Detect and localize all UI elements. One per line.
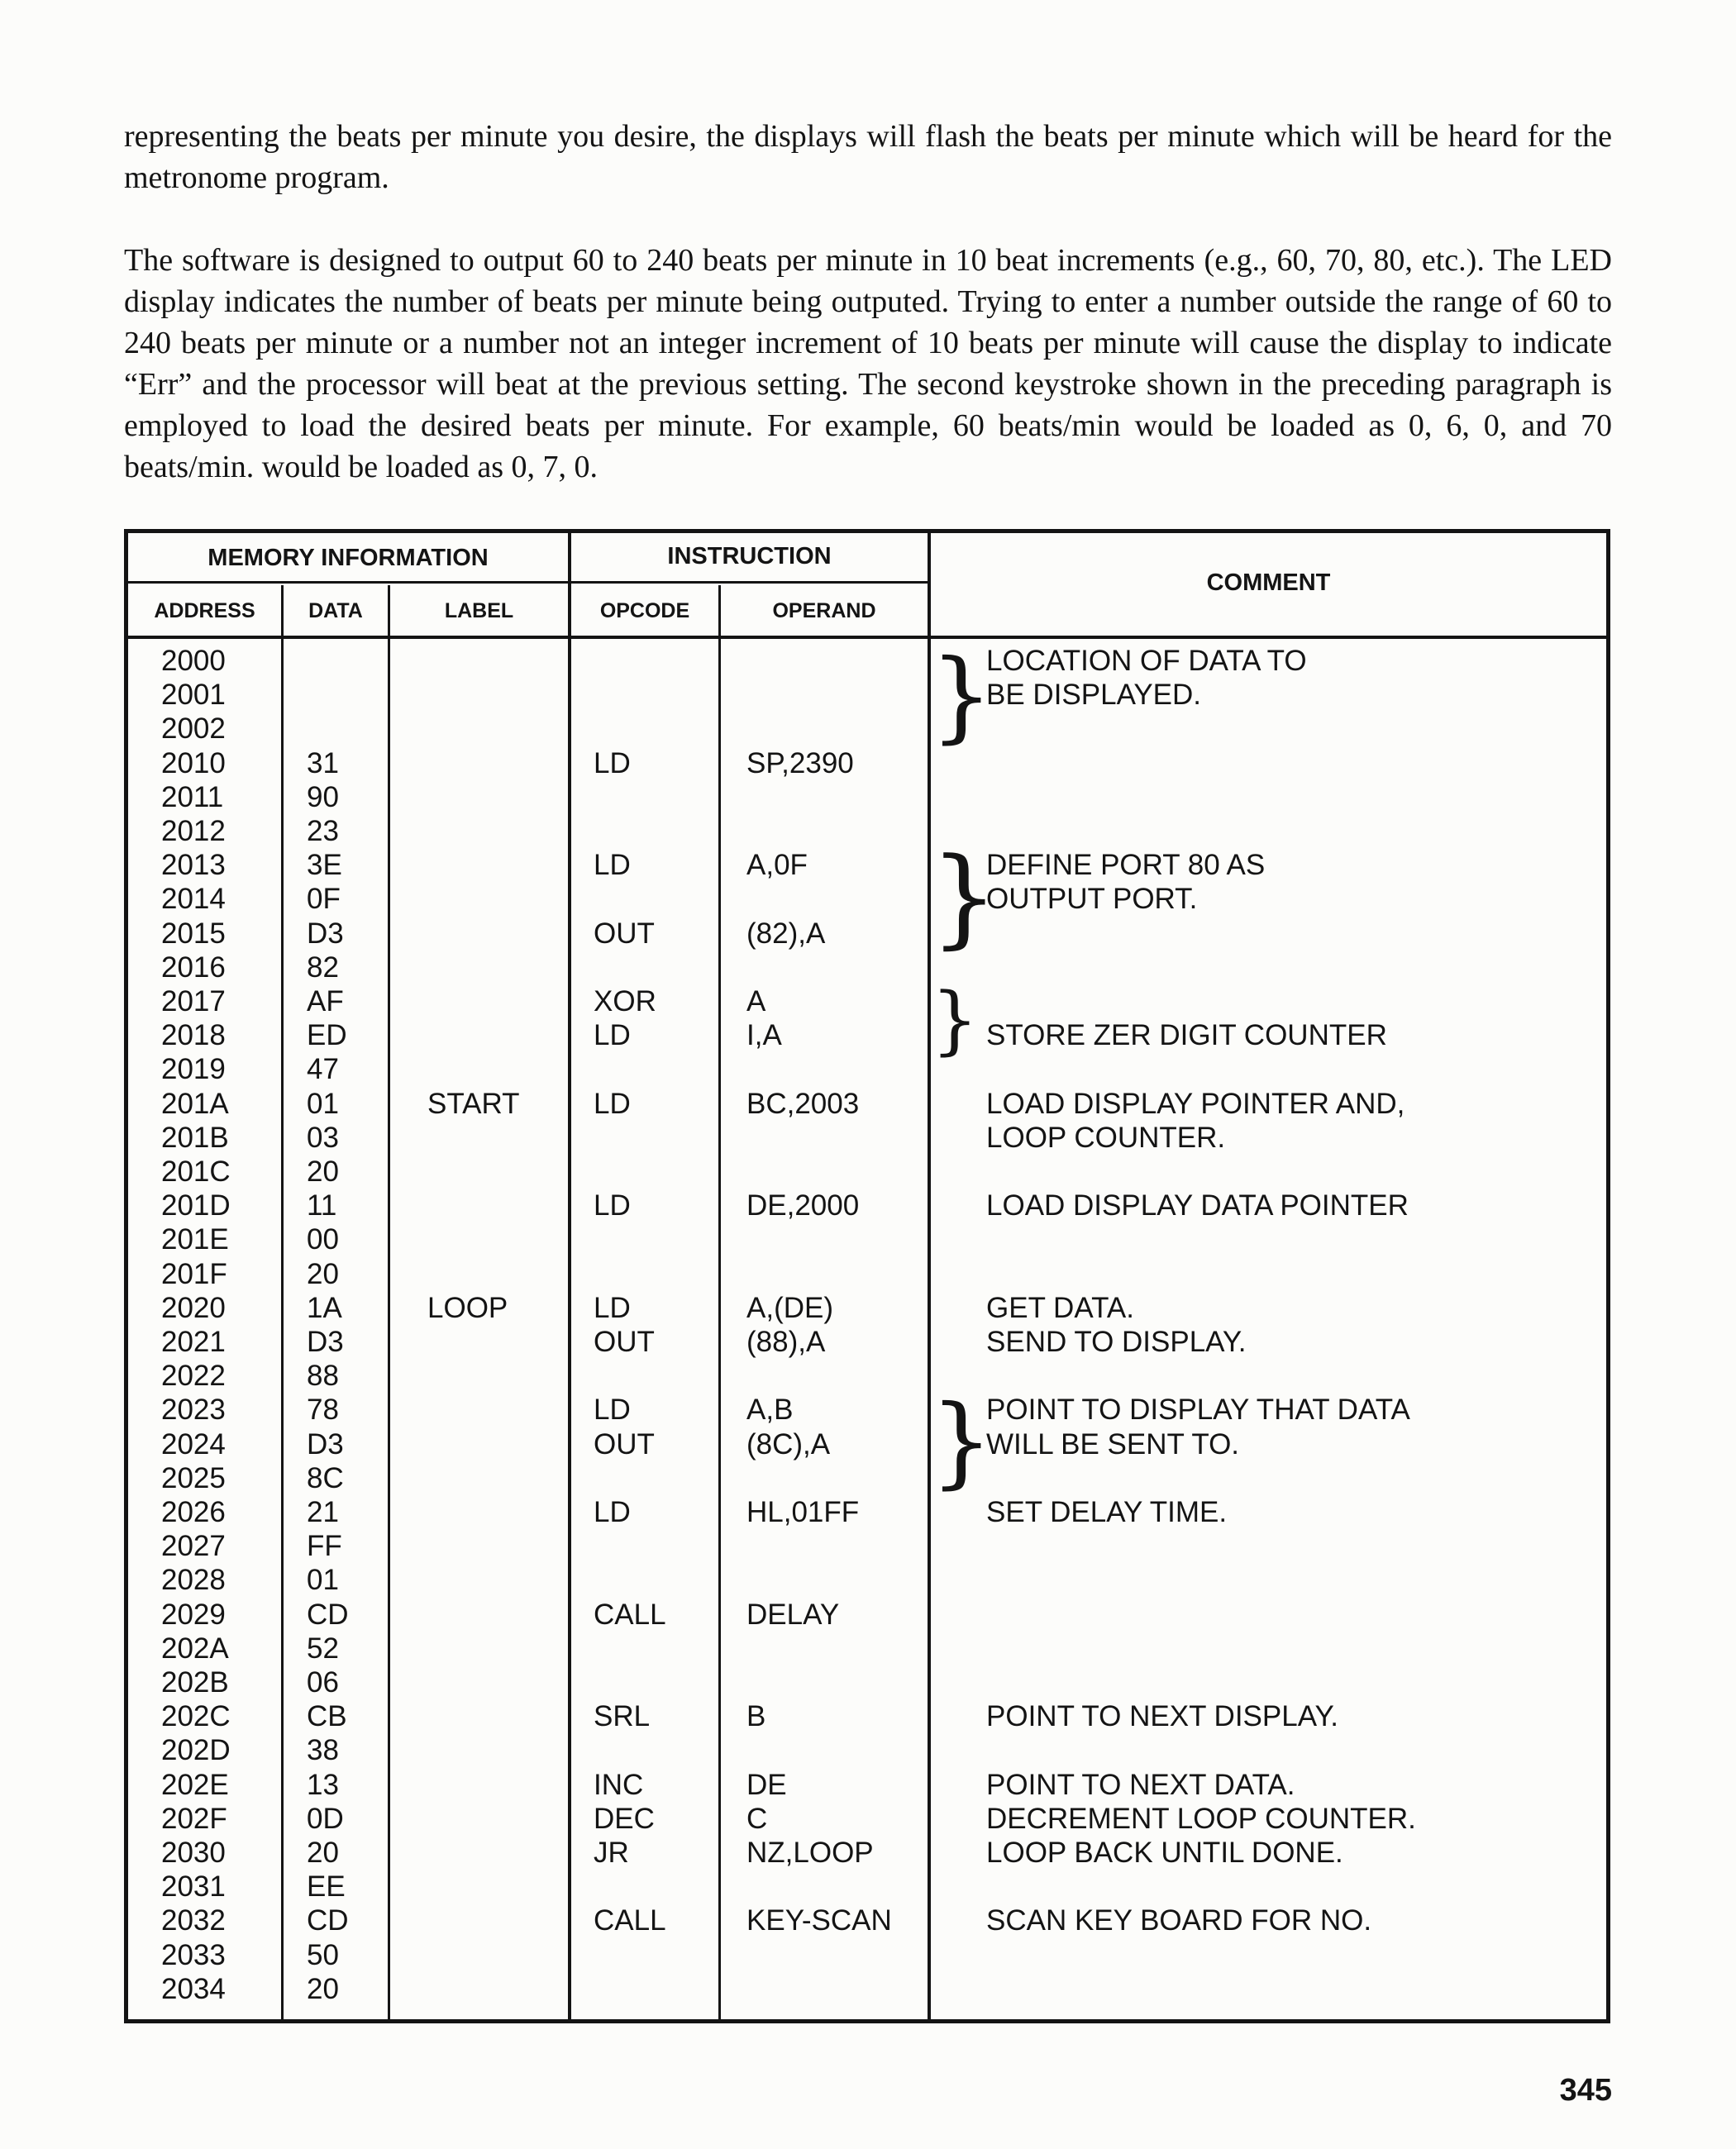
operand-cell: NZ,LOOP	[746, 1837, 874, 1869]
address-cell: 2018	[161, 1019, 226, 1052]
address-cell: 2030	[161, 1837, 226, 1869]
address-cell: 2033	[161, 1938, 226, 1971]
address-cell: 2024	[161, 1427, 226, 1460]
divider-operand-comment	[928, 533, 931, 2019]
data-cell: 01	[307, 1564, 339, 1597]
divider-address-data	[281, 585, 284, 2019]
opcode-cell: SRL	[594, 1700, 651, 1733]
comment-cell: SEND TO DISPLAY.	[986, 1326, 1247, 1358]
opcode-cell: LD	[594, 1394, 631, 1427]
data-cell: 82	[307, 951, 339, 984]
opcode-cell: LD	[594, 746, 631, 779]
label-cell: LOOP	[427, 1291, 508, 1324]
data-cell: FF	[307, 1530, 342, 1563]
data-cell: CB	[307, 1700, 347, 1733]
data-cell: 1A	[307, 1291, 342, 1324]
data-cell: 8C	[307, 1461, 344, 1494]
data-cell: 20	[307, 1156, 339, 1188]
opcode-cell: XOR	[594, 985, 656, 1017]
address-cell: 201F	[161, 1257, 227, 1290]
description-paragraph: The software is designed to output 60 to 240 beats per minute in 10 beat increments (e.g., 60, 70, 80, etc.). The LED display indicates the number of beats per minute being outputed. Trying to enter a number outside the range of 60 to 240 beats per minute or a number not an integer increment of 10 beats per minute will cause the display to indicate “Err” and the processor will beat at the previous setting. The second keystroke shown in the preceding paragraph is employed to load the desired beats per minute. For example, 60 beats/min would be loaded as 0, 6, 0, and 70 beats/min. would be loaded as 0, 7, 0.	[124, 243, 1612, 484]
address-cell: 2034	[161, 1972, 226, 2005]
data-cell: ED	[307, 1019, 347, 1052]
data-cell: 20	[307, 1972, 339, 2005]
operand-cell: BC,2003	[746, 1087, 860, 1120]
operand-column-header: OPERAND	[772, 599, 876, 622]
operand-cell: (82),A	[746, 917, 826, 950]
address-cell: 2028	[161, 1564, 226, 1597]
page-number: 345	[1559, 2073, 1612, 2108]
operand-cell: C	[746, 1802, 768, 1835]
address-cell: 2011	[161, 780, 224, 813]
address-cell: 2022	[161, 1360, 226, 1393]
comment-cell: LOOP COUNTER.	[986, 1121, 1226, 1154]
opcode-cell: DEC	[594, 1802, 655, 1835]
address-cell: 2010	[161, 746, 226, 779]
data-cell: EE	[307, 1870, 346, 1904]
operand-cell: SP,2390	[746, 746, 854, 779]
data-cell: 00	[307, 1223, 339, 1256]
address-cell: 2014	[161, 883, 226, 916]
brace-define-port: }	[930, 834, 999, 960]
address-cell: 2026	[161, 1496, 226, 1528]
address-cell: 2021	[161, 1326, 226, 1358]
address-cell: 2023	[161, 1394, 226, 1427]
data-cell: 20	[307, 1837, 339, 1869]
divider-opcode-operand	[718, 585, 721, 2019]
operand-cell: A,(DE)	[746, 1291, 833, 1324]
data-cell: 88	[307, 1360, 339, 1393]
data-cell: AF	[307, 985, 344, 1017]
operand-cell: (8C),A	[746, 1427, 831, 1460]
address-cell: 2000	[161, 645, 226, 677]
data-cell: 20	[307, 1257, 339, 1290]
comment-cell: SET DELAY TIME.	[986, 1496, 1228, 1528]
data-cell: 31	[307, 746, 339, 779]
data-cell: 52	[307, 1632, 339, 1665]
address-cell: 202D	[161, 1734, 231, 1767]
data-cell: D3	[307, 917, 344, 950]
data-cell: 78	[307, 1394, 339, 1427]
data-cell: 13	[307, 1768, 339, 1801]
address-cell: 201D	[161, 1189, 231, 1222]
address-cell: 202E	[161, 1768, 229, 1801]
data-cell: 11	[307, 1189, 337, 1222]
comment-cell: BE DISPLAYED.	[986, 679, 1202, 712]
data-cell: 03	[307, 1121, 339, 1154]
operand-cell: A,B	[746, 1394, 794, 1427]
brace-data-location: }	[930, 639, 994, 754]
data-cell: CD	[307, 1904, 349, 1937]
comment-cell: GET DATA.	[986, 1291, 1134, 1324]
divider-data-label	[388, 585, 390, 2019]
data-cell: 38	[307, 1734, 339, 1767]
data-cell: D3	[307, 1326, 344, 1358]
address-cell: 2025	[161, 1461, 226, 1494]
instruction-header: INSTRUCTION	[667, 543, 832, 569]
address-cell: 201C	[161, 1156, 231, 1188]
address-cell: 2031	[161, 1870, 226, 1904]
opcode-cell: LD	[594, 1496, 631, 1528]
operand-cell: DELAY	[746, 1598, 840, 1631]
operand-cell: A	[746, 985, 766, 1017]
opcode-cell: JR	[594, 1837, 629, 1869]
address-cell: 2002	[161, 712, 226, 746]
operand-cell: KEY-SCAN	[746, 1904, 892, 1937]
comment-header: COMMENT	[1206, 569, 1331, 596]
memory-information-header: MEMORY INFORMATION	[207, 545, 489, 571]
data-cell: 01	[307, 1087, 339, 1120]
operand-cell: I,A	[746, 1019, 782, 1052]
header-subdivider	[128, 581, 931, 584]
opcode-cell: LD	[594, 1189, 631, 1222]
operand-cell: A,0F	[746, 849, 808, 882]
comment-cell: POINT TO NEXT DATA.	[986, 1768, 1295, 1801]
opcode-cell: OUT	[594, 1427, 655, 1460]
comment-cell: DEFINE PORT 80 AS	[986, 849, 1266, 882]
opcode-cell: LD	[594, 1019, 631, 1052]
comment-cell: POINT TO NEXT DISPLAY.	[986, 1700, 1338, 1733]
opcode-cell: OUT	[594, 1326, 655, 1358]
data-cell: 47	[307, 1053, 339, 1086]
operand-cell: B	[746, 1700, 766, 1733]
label-cell: START	[427, 1087, 520, 1120]
address-cell: 2019	[161, 1053, 226, 1086]
address-cell: 2016	[161, 951, 226, 984]
address-column-header: ADDRESS	[154, 599, 255, 622]
comment-cell: OUTPUT PORT.	[986, 883, 1198, 916]
comment-cell: LOCATION OF DATA TO	[986, 645, 1307, 677]
comment-cell: LOAD DISPLAY DATA POINTER	[986, 1189, 1409, 1222]
address-cell: 2012	[161, 815, 226, 847]
operand-cell: DE,2000	[746, 1189, 860, 1222]
assembly-listing-table	[124, 529, 1610, 2023]
data-cell: 21	[307, 1496, 339, 1528]
operand-cell: DE	[746, 1768, 787, 1801]
address-cell: 202A	[161, 1632, 229, 1665]
address-cell: 202C	[161, 1700, 231, 1733]
data-cell: CD	[307, 1598, 349, 1631]
opcode-cell: LD	[594, 1087, 631, 1120]
opcode-cell: OUT	[594, 917, 655, 950]
data-cell: 06	[307, 1666, 339, 1699]
opcode-cell: INC	[594, 1768, 644, 1801]
address-cell: 2015	[161, 917, 226, 950]
header-bottom-rule	[128, 636, 1606, 639]
opcode-cell: LD	[594, 1291, 631, 1324]
data-cell: 90	[307, 780, 339, 813]
data-cell: 0F	[307, 883, 341, 916]
operand-cell: HL,01FF	[746, 1496, 860, 1528]
address-cell: 2032	[161, 1904, 226, 1937]
comment-cell: DECREMENT LOOP COUNTER.	[986, 1802, 1416, 1835]
label-column-header: LABEL	[444, 599, 514, 622]
opcode-cell: CALL	[594, 1904, 666, 1937]
comment-cell: LOOP BACK UNTIL DONE.	[986, 1837, 1343, 1869]
data-cell: 23	[307, 815, 339, 847]
comment-cell: LOAD DISPLAY POINTER AND,	[986, 1087, 1405, 1120]
address-cell: 201E	[161, 1223, 229, 1256]
divider-label-opcode	[568, 533, 571, 2019]
address-cell: 201B	[161, 1121, 229, 1154]
opcode-column-header: OPCODE	[599, 599, 690, 622]
comment-cell: WILL BE SENT TO.	[986, 1427, 1240, 1460]
comment-cell: POINT TO DISPLAY THAT DATA	[986, 1394, 1410, 1427]
opcode-cell: CALL	[594, 1598, 666, 1631]
data-cell: 50	[307, 1938, 339, 1971]
address-cell: 2029	[161, 1598, 226, 1631]
address-cell: 2001	[161, 679, 226, 712]
data-cell: D3	[307, 1427, 344, 1460]
address-cell: 2013	[161, 849, 226, 882]
intro-paragraph: representing the beats per minute you desire, the displays will flash the beats per minute which will be heard for the metronome program.	[124, 119, 1612, 195]
comment-cell: SCAN KEY BOARD FOR NO.	[986, 1904, 1372, 1937]
data-cell: 0D	[307, 1802, 344, 1835]
address-cell: 202F	[161, 1802, 227, 1835]
data-column-header: DATA	[308, 599, 363, 622]
address-cell: 2027	[161, 1530, 226, 1563]
data-cell: 3E	[307, 849, 342, 882]
address-cell: 2020	[161, 1291, 226, 1324]
operand-cell: (88),A	[746, 1326, 826, 1358]
brace-point-to-display: }	[930, 1384, 994, 1499]
address-cell: 2017	[161, 985, 226, 1017]
address-cell: 202B	[161, 1666, 229, 1699]
comment-cell: STORE ZER DIGIT COUNTER	[986, 1019, 1387, 1052]
address-cell: 201A	[161, 1087, 229, 1120]
opcode-cell: LD	[594, 849, 631, 882]
brace-store-zero: }	[931, 977, 979, 1064]
